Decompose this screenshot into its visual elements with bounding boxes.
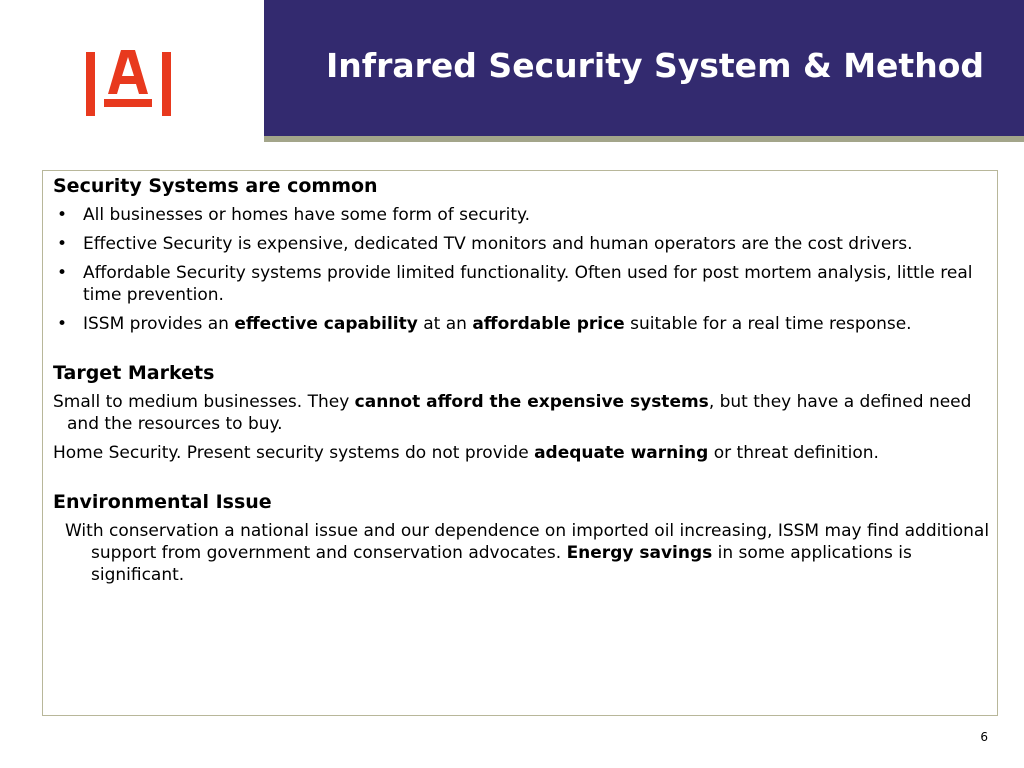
markets-paragraph: Small to medium businesses. They cannot afford the expensive systems, but they have a defined need and the resources to buy. bbox=[53, 392, 972, 434]
bullet-item: • Effective Security is expensive, dedicated TV monitors and human operators are the cost drivers. bbox=[53, 233, 991, 255]
bullet-item: • Affordable Security systems provide limited functionality. Often used for post mortem analysis, little real time prevention. bbox=[53, 262, 991, 306]
environment-paragraph: With conservation a national issue and our dependence on imported oil increasing, ISSM may find additional support from government and conservation advocates. Energy savings in some applications is significant. bbox=[65, 521, 990, 585]
section-heading-security: Security Systems are common bbox=[53, 175, 378, 197]
title-underline bbox=[264, 136, 1024, 142]
emphasis-text: affordable price bbox=[472, 314, 625, 334]
markets-paragraph: Home Security. Present security systems do not provide adequate warning or threat definition. bbox=[53, 443, 879, 463]
section-heading-environment: Environmental Issue bbox=[53, 491, 272, 513]
emphasis-text: effective capability bbox=[234, 314, 418, 334]
security-bullet-list bbox=[53, 204, 991, 335]
bullet-item: • All businesses or homes have some form of security. bbox=[53, 204, 991, 226]
slide-content bbox=[53, 174, 991, 593]
slide-title: Infrared Security System & Method bbox=[325, 46, 984, 85]
page-number: 6 bbox=[980, 730, 988, 744]
emphasis-text: cannot afford the expensive systems bbox=[354, 392, 709, 412]
company-logo bbox=[86, 44, 176, 120]
emphasis-text: adequate warning bbox=[534, 443, 709, 463]
emphasis-text: Energy savings bbox=[566, 543, 713, 563]
section-heading-markets: Target Markets bbox=[53, 362, 215, 384]
bullet-item: • ISSM provides an effective capability at an affordable price suitable for a real time response. bbox=[53, 313, 991, 335]
